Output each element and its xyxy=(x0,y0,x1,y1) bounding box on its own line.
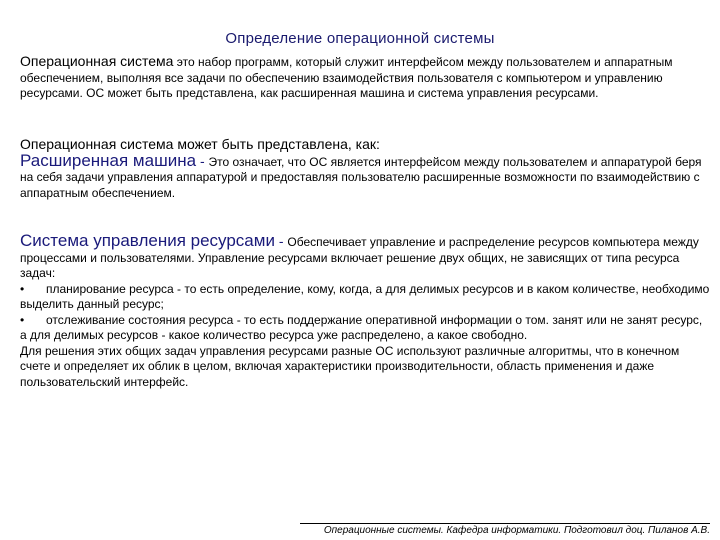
list-item-text: планирование ресурса - то есть определение, кому, когда, а для делимых ресурсов и в каком количестве, необходимо выделить данный ресурс; xyxy=(20,281,710,311)
extended-machine-section xyxy=(20,137,710,201)
list-item xyxy=(20,313,710,344)
footer-divider xyxy=(300,523,710,524)
term-dash: - xyxy=(274,233,288,249)
resource-management-conclusion: Для решения этих общих задач управления ресурсами разные ОС используют различные алгоритмы, что в конечном счете и определяет их облик в целом, включая характеристики производительности, область применения и даже пользовательский интерфейс. xyxy=(20,343,680,389)
definition-term: Операционная система xyxy=(20,53,174,69)
extended-machine-term: Расширенная машина xyxy=(20,150,197,170)
resource-management-section xyxy=(20,233,710,390)
representation-heading: Операционная система может быть представлена, как: xyxy=(20,136,380,152)
page-title: Определение операционной системы xyxy=(225,30,495,47)
extended-machine-text: Это означает, что ОС является интерфейсом между пользователем и аппаратурой беря на себя задачи управления аппаратурой и предоставляя пользователю расширенные возможности по взаимодействию с аппаратным обеспечением. xyxy=(20,154,702,200)
list-item-text: отслеживание состояния ресурса - то есть поддержание оперативной информации о том. занят или не занят ресурс, а для делимых ресурсов - какое количество ресурса уже распределено, а какое свободно. xyxy=(20,312,703,342)
bullet-icon: • xyxy=(20,312,25,327)
list-item xyxy=(20,282,710,313)
definition-paragraph xyxy=(20,54,710,102)
resource-management-intro: Обеспечивает управление и распределение ресурсов компьютера между процессами и пользователями. Управление ресурсами включает решение двух общих, не зависящих от типа ресурса задач: xyxy=(20,235,699,280)
resource-management-term: Система управления ресурсами xyxy=(20,231,275,250)
footer-credit: Операционные системы. Кафедра информатики. Подготовил доц. Пиланов А.В. xyxy=(323,525,710,536)
bullet-icon: • xyxy=(20,281,25,296)
term-dash: - xyxy=(196,152,209,169)
definition-text: это набор программ, который служит интерфейсом между пользователем и аппаратным обеспечением, выполняя все задачи по обеспечению взаимодействия пользователя с компьютером и управлению ресурсами. ОС может быть представлена, как расширенная машина и система управления ресурсами. xyxy=(20,55,673,100)
